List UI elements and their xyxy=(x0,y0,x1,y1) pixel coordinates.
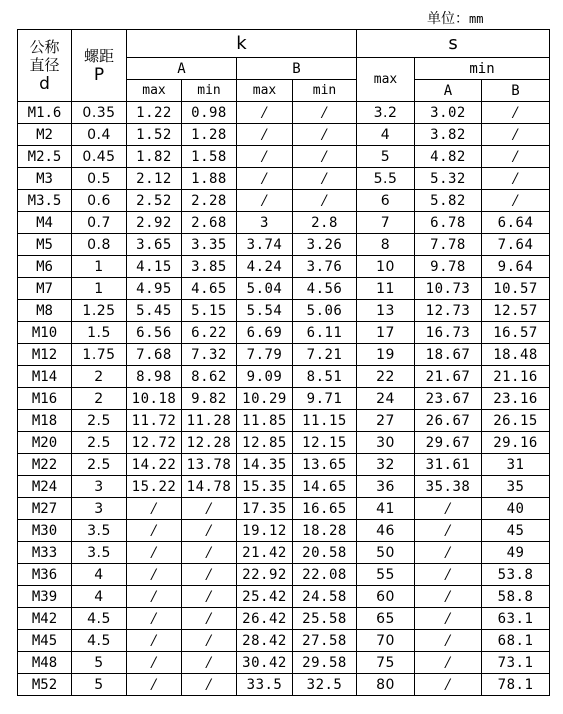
cell-nominal-diameter: M30 xyxy=(18,520,72,542)
cell-nominal-diameter: M22 xyxy=(18,454,72,476)
table-row xyxy=(18,454,550,476)
cell-s-min-b: 7.64 xyxy=(482,234,550,256)
cell-k-a-min: 1.28 xyxy=(182,124,237,146)
cell-k-b-max: / xyxy=(237,102,293,124)
table-row xyxy=(18,542,550,564)
cell-k-b-max: 17.35 xyxy=(237,498,293,520)
table-row xyxy=(18,630,550,652)
cell-pitch: 5 xyxy=(72,652,127,674)
table-row xyxy=(18,498,550,520)
cell-s-max: 55 xyxy=(357,564,415,586)
cell-s-min-b: / xyxy=(482,190,550,212)
cell-pitch: 4.5 xyxy=(72,630,127,652)
cell-pitch: 4 xyxy=(72,586,127,608)
table-row xyxy=(18,278,550,300)
cell-nominal-diameter: M20 xyxy=(18,432,72,454)
cell-k-b-max: 3 xyxy=(237,212,293,234)
cell-s-min-b: 18.48 xyxy=(482,344,550,366)
cell-k-b-max: 4.24 xyxy=(237,256,293,278)
table-row xyxy=(18,344,550,366)
cell-s-min-a: 5.82 xyxy=(415,190,482,212)
cell-s-max: 27 xyxy=(357,410,415,432)
cell-s-min-b: / xyxy=(482,168,550,190)
cell-k-a-max: 2.52 xyxy=(127,190,182,212)
cell-k-a-min: 4.65 xyxy=(182,278,237,300)
cell-nominal-diameter: M2.5 xyxy=(18,146,72,168)
cell-k-a-min: / xyxy=(182,520,237,542)
cell-pitch: 1 xyxy=(72,278,127,300)
cell-s-min-b: / xyxy=(482,124,550,146)
cell-pitch: 2.5 xyxy=(72,454,127,476)
cell-pitch: 0.45 xyxy=(72,146,127,168)
cell-k-a-min: 3.85 xyxy=(182,256,237,278)
cell-k-a-min: 11.28 xyxy=(182,410,237,432)
cell-k-b-max: 11.85 xyxy=(237,410,293,432)
cell-k-a-min: 13.78 xyxy=(182,454,237,476)
cell-s-min-b: 45 xyxy=(482,520,550,542)
cell-nominal-diameter: M1.6 xyxy=(18,102,72,124)
cell-k-a-max: 1.22 xyxy=(127,102,182,124)
cell-s-min-b: 73.1 xyxy=(482,652,550,674)
table-row xyxy=(18,234,550,256)
cell-s-min-a: 16.73 xyxy=(415,322,482,344)
cell-pitch: 1.25 xyxy=(72,300,127,322)
cell-nominal-diameter: M3.5 xyxy=(18,190,72,212)
header-k: k xyxy=(127,30,357,58)
cell-k-b-min: 3.26 xyxy=(293,234,357,256)
cell-s-min-b: 9.64 xyxy=(482,256,550,278)
cell-s-max: 3.2 xyxy=(357,102,415,124)
cell-k-b-max: 33.5 xyxy=(237,674,293,696)
table-row xyxy=(18,432,550,454)
cell-k-b-max: / xyxy=(237,124,293,146)
cell-s-min-b: 35 xyxy=(482,476,550,498)
cell-k-a-max: / xyxy=(127,542,182,564)
header-k-grade-b: B xyxy=(237,58,357,80)
cell-k-b-min: 13.65 xyxy=(293,454,357,476)
unit-label xyxy=(427,8,483,28)
header-nominal-diameter xyxy=(18,30,72,102)
cell-s-min-a: / xyxy=(415,674,482,696)
cell-s-max: 41 xyxy=(357,498,415,520)
cell-k-a-max: / xyxy=(127,586,182,608)
cell-pitch: 5 xyxy=(72,674,127,696)
cell-k-b-min: 12.15 xyxy=(293,432,357,454)
cell-k-a-min: / xyxy=(182,608,237,630)
cell-nominal-diameter: M2 xyxy=(18,124,72,146)
table-row xyxy=(18,212,550,234)
cell-pitch: 2.5 xyxy=(72,410,127,432)
cell-s-max: 10 xyxy=(357,256,415,278)
cell-k-b-min: 14.65 xyxy=(293,476,357,498)
cell-k-a-min: / xyxy=(182,564,237,586)
cell-k-a-max: 4.15 xyxy=(127,256,182,278)
cell-nominal-diameter: M8 xyxy=(18,300,72,322)
cell-s-min-b: 58.8 xyxy=(482,586,550,608)
cell-s-min-a: / xyxy=(415,630,482,652)
cell-k-b-max: 14.35 xyxy=(237,454,293,476)
cell-k-a-max: 5.45 xyxy=(127,300,182,322)
cell-s-max: 5.5 xyxy=(357,168,415,190)
cell-s-max: 19 xyxy=(357,344,415,366)
cell-k-a-max: 2.12 xyxy=(127,168,182,190)
cell-s-min-a: / xyxy=(415,520,482,542)
cell-pitch: 4.5 xyxy=(72,608,127,630)
table-body xyxy=(18,102,550,696)
cell-k-b-max: 21.42 xyxy=(237,542,293,564)
cell-s-min-b: 53.8 xyxy=(482,564,550,586)
header-nominal-symbol: d xyxy=(39,73,50,94)
cell-k-a-max: / xyxy=(127,498,182,520)
cell-k-a-min: 6.22 xyxy=(182,322,237,344)
cell-s-min-b: 40 xyxy=(482,498,550,520)
cell-k-b-min: 29.58 xyxy=(293,652,357,674)
cell-s-min-b: 63.1 xyxy=(482,608,550,630)
table-row xyxy=(18,586,550,608)
cell-k-a-max: 1.52 xyxy=(127,124,182,146)
cell-nominal-diameter: M42 xyxy=(18,608,72,630)
cell-s-min-a: 5.32 xyxy=(415,168,482,190)
cell-k-b-max: / xyxy=(237,190,293,212)
cell-k-b-min: / xyxy=(293,102,357,124)
cell-k-b-max: 3.74 xyxy=(237,234,293,256)
cell-k-a-max: 3.65 xyxy=(127,234,182,256)
cell-s-max: 32 xyxy=(357,454,415,476)
cell-k-b-max: 19.12 xyxy=(237,520,293,542)
cell-k-a-max: / xyxy=(127,652,182,674)
table-row xyxy=(18,256,550,278)
cell-k-b-max: 9.09 xyxy=(237,366,293,388)
cell-nominal-diameter: M4 xyxy=(18,212,72,234)
cell-s-min-a: 26.67 xyxy=(415,410,482,432)
cell-s-min-b: 23.16 xyxy=(482,388,550,410)
cell-s-max: 75 xyxy=(357,652,415,674)
cell-s-min-b: 16.57 xyxy=(482,322,550,344)
cell-s-min-a: 29.67 xyxy=(415,432,482,454)
header-k-b-min: min xyxy=(293,80,357,102)
cell-k-b-max: / xyxy=(237,146,293,168)
cell-pitch: 0.5 xyxy=(72,168,127,190)
header-k-b-max: max xyxy=(237,80,293,102)
cell-s-min-a: / xyxy=(415,652,482,674)
cell-k-b-max: 12.85 xyxy=(237,432,293,454)
cell-s-min-b: 10.57 xyxy=(482,278,550,300)
cell-s-min-a: 18.67 xyxy=(415,344,482,366)
cell-nominal-diameter: M18 xyxy=(18,410,72,432)
cell-s-min-a: 12.73 xyxy=(415,300,482,322)
table-row xyxy=(18,168,550,190)
cell-nominal-diameter: M3 xyxy=(18,168,72,190)
cell-k-a-min: 0.98 xyxy=(182,102,237,124)
cell-nominal-diameter: M39 xyxy=(18,586,72,608)
cell-s-min-b: 21.16 xyxy=(482,366,550,388)
cell-s-max: 22 xyxy=(357,366,415,388)
cell-s-min-b: 29.16 xyxy=(482,432,550,454)
header-s: s xyxy=(357,30,550,58)
cell-k-b-max: 6.69 xyxy=(237,322,293,344)
cell-k-a-max: / xyxy=(127,564,182,586)
cell-k-a-max: / xyxy=(127,630,182,652)
cell-s-min-a: / xyxy=(415,608,482,630)
cell-k-b-min: 22.08 xyxy=(293,564,357,586)
cell-k-a-min: / xyxy=(182,652,237,674)
cell-k-a-min: 12.28 xyxy=(182,432,237,454)
cell-k-b-min: 25.58 xyxy=(293,608,357,630)
cell-s-min-a: 7.78 xyxy=(415,234,482,256)
cell-k-b-min: / xyxy=(293,124,357,146)
cell-k-a-min: 1.58 xyxy=(182,146,237,168)
header-k-a-min: min xyxy=(182,80,237,102)
cell-s-min-b: 6.64 xyxy=(482,212,550,234)
cell-k-b-max: 28.42 xyxy=(237,630,293,652)
cell-k-a-min: 8.62 xyxy=(182,366,237,388)
cell-nominal-diameter: M36 xyxy=(18,564,72,586)
cell-k-a-min: 3.35 xyxy=(182,234,237,256)
cell-k-a-max: 2.92 xyxy=(127,212,182,234)
table-row xyxy=(18,652,550,674)
cell-k-b-min: / xyxy=(293,168,357,190)
cell-s-max: 30 xyxy=(357,432,415,454)
cell-pitch: 0.6 xyxy=(72,190,127,212)
cell-s-max: 7 xyxy=(357,212,415,234)
cell-nominal-diameter: M10 xyxy=(18,322,72,344)
cell-k-b-max: 22.92 xyxy=(237,564,293,586)
cell-k-a-max: 14.22 xyxy=(127,454,182,476)
table-row xyxy=(18,190,550,212)
table-row xyxy=(18,564,550,586)
dimension-table xyxy=(17,29,550,696)
table-row xyxy=(18,124,550,146)
cell-s-min-a: / xyxy=(415,564,482,586)
cell-s-min-a: 23.67 xyxy=(415,388,482,410)
table-row xyxy=(18,102,550,124)
cell-s-min-a: 31.61 xyxy=(415,454,482,476)
cell-k-a-min: 9.82 xyxy=(182,388,237,410)
cell-nominal-diameter: M33 xyxy=(18,542,72,564)
cell-s-max: 70 xyxy=(357,630,415,652)
cell-pitch: 3 xyxy=(72,476,127,498)
table-row xyxy=(18,476,550,498)
cell-s-max: 46 xyxy=(357,520,415,542)
cell-k-b-max: 5.54 xyxy=(237,300,293,322)
cell-k-b-min: 16.65 xyxy=(293,498,357,520)
unit-label-text: 单位： xyxy=(427,11,469,27)
cell-k-a-min: 5.15 xyxy=(182,300,237,322)
cell-s-min-a: 21.67 xyxy=(415,366,482,388)
cell-k-b-min: 9.71 xyxy=(293,388,357,410)
header-nominal-line1: 公称 xyxy=(29,37,60,56)
header-s-min: min xyxy=(415,58,550,80)
cell-s-min-b: 31 xyxy=(482,454,550,476)
cell-nominal-diameter: M12 xyxy=(18,344,72,366)
cell-pitch: 0.7 xyxy=(72,212,127,234)
cell-pitch: 1 xyxy=(72,256,127,278)
cell-nominal-diameter: M16 xyxy=(18,388,72,410)
cell-s-max: 36 xyxy=(357,476,415,498)
cell-k-a-min: / xyxy=(182,630,237,652)
cell-nominal-diameter: M6 xyxy=(18,256,72,278)
cell-s-min-a: 4.82 xyxy=(415,146,482,168)
cell-nominal-diameter: M7 xyxy=(18,278,72,300)
cell-k-b-min: 24.58 xyxy=(293,586,357,608)
cell-k-a-min: 7.32 xyxy=(182,344,237,366)
cell-nominal-diameter: M48 xyxy=(18,652,72,674)
cell-k-a-min: 2.68 xyxy=(182,212,237,234)
table-row xyxy=(18,322,550,344)
table-row xyxy=(18,410,550,432)
cell-s-min-a: 10.73 xyxy=(415,278,482,300)
cell-nominal-diameter: M52 xyxy=(18,674,72,696)
header-s-min-a: A xyxy=(415,80,482,102)
header-k-a-max: max xyxy=(127,80,182,102)
cell-k-a-max: 11.72 xyxy=(127,410,182,432)
cell-s-max: 80 xyxy=(357,674,415,696)
cell-k-a-max: / xyxy=(127,520,182,542)
cell-s-min-a: 6.78 xyxy=(415,212,482,234)
cell-pitch: 2.5 xyxy=(72,432,127,454)
table-row xyxy=(18,520,550,542)
cell-k-a-max: 10.18 xyxy=(127,388,182,410)
cell-k-b-min: 11.15 xyxy=(293,410,357,432)
cell-k-b-min: 4.56 xyxy=(293,278,357,300)
cell-k-b-max: 26.42 xyxy=(237,608,293,630)
header-pitch-symbol: P xyxy=(93,64,105,85)
cell-pitch: 3 xyxy=(72,498,127,520)
cell-k-a-max: 4.95 xyxy=(127,278,182,300)
cell-k-b-max: 10.29 xyxy=(237,388,293,410)
cell-s-min-b: 68.1 xyxy=(482,630,550,652)
cell-s-max: 4 xyxy=(357,124,415,146)
table-row xyxy=(18,674,550,696)
cell-s-min-a: / xyxy=(415,542,482,564)
cell-k-a-max: / xyxy=(127,608,182,630)
table-row xyxy=(18,388,550,410)
cell-s-min-a: 9.78 xyxy=(415,256,482,278)
cell-s-max: 13 xyxy=(357,300,415,322)
cell-k-b-max: / xyxy=(237,168,293,190)
cell-pitch: 0.4 xyxy=(72,124,127,146)
table-row xyxy=(18,608,550,630)
table-row xyxy=(18,146,550,168)
cell-nominal-diameter: M27 xyxy=(18,498,72,520)
cell-s-min-a: / xyxy=(415,586,482,608)
cell-s-max: 65 xyxy=(357,608,415,630)
cell-k-b-min: 6.11 xyxy=(293,322,357,344)
cell-pitch: 4 xyxy=(72,564,127,586)
cell-s-max: 60 xyxy=(357,586,415,608)
cell-s-max: 6 xyxy=(357,190,415,212)
cell-pitch: 3.5 xyxy=(72,520,127,542)
cell-s-max: 50 xyxy=(357,542,415,564)
cell-s-min-b: 26.15 xyxy=(482,410,550,432)
cell-k-b-min: / xyxy=(293,190,357,212)
cell-s-min-a: / xyxy=(415,498,482,520)
cell-s-min-b: / xyxy=(482,146,550,168)
cell-k-a-min: 14.78 xyxy=(182,476,237,498)
cell-k-b-min: 7.21 xyxy=(293,344,357,366)
cell-k-a-max: 8.98 xyxy=(127,366,182,388)
cell-k-a-max: 12.72 xyxy=(127,432,182,454)
cell-pitch: 1.5 xyxy=(72,322,127,344)
cell-k-a-min: / xyxy=(182,674,237,696)
cell-k-b-min: 20.58 xyxy=(293,542,357,564)
header-pitch-line1: 螺距 xyxy=(83,46,114,65)
table-row xyxy=(18,366,550,388)
cell-pitch: 3.5 xyxy=(72,542,127,564)
cell-s-max: 24 xyxy=(357,388,415,410)
cell-s-max: 17 xyxy=(357,322,415,344)
cell-k-b-min: 5.06 xyxy=(293,300,357,322)
cell-k-a-min: 2.28 xyxy=(182,190,237,212)
cell-s-min-b: 49 xyxy=(482,542,550,564)
cell-s-max: 5 xyxy=(357,146,415,168)
cell-k-b-max: 7.79 xyxy=(237,344,293,366)
cell-k-b-max: 5.04 xyxy=(237,278,293,300)
cell-pitch: 2 xyxy=(72,388,127,410)
cell-pitch: 1.75 xyxy=(72,344,127,366)
cell-k-a-min: 1.88 xyxy=(182,168,237,190)
cell-k-b-min: / xyxy=(293,146,357,168)
cell-s-max: 11 xyxy=(357,278,415,300)
cell-s-max: 8 xyxy=(357,234,415,256)
cell-k-a-max: 15.22 xyxy=(127,476,182,498)
cell-k-a-min: / xyxy=(182,498,237,520)
cell-k-a-min: / xyxy=(182,586,237,608)
cell-k-b-min: 18.28 xyxy=(293,520,357,542)
unit-value: mm xyxy=(469,12,484,26)
cell-k-b-min: 2.8 xyxy=(293,212,357,234)
cell-k-b-min: 8.51 xyxy=(293,366,357,388)
cell-k-b-min: 32.5 xyxy=(293,674,357,696)
cell-k-a-max: 7.68 xyxy=(127,344,182,366)
header-s-min-b: B xyxy=(482,80,550,102)
cell-pitch: 0.35 xyxy=(72,102,127,124)
cell-k-b-max: 30.42 xyxy=(237,652,293,674)
cell-s-min-a: 35.38 xyxy=(415,476,482,498)
cell-k-a-max: 6.56 xyxy=(127,322,182,344)
header-s-max: max xyxy=(357,58,415,102)
cell-s-min-b: / xyxy=(482,102,550,124)
cell-s-min-a: 3.02 xyxy=(415,102,482,124)
cell-k-a-max: 1.82 xyxy=(127,146,182,168)
cell-k-a-max: / xyxy=(127,674,182,696)
cell-k-b-min: 3.76 xyxy=(293,256,357,278)
header-nominal-line2: 直径 xyxy=(29,55,60,74)
table-row xyxy=(18,300,550,322)
cell-k-a-min: / xyxy=(182,542,237,564)
cell-pitch: 0.8 xyxy=(72,234,127,256)
cell-k-b-max: 15.35 xyxy=(237,476,293,498)
cell-nominal-diameter: M5 xyxy=(18,234,72,256)
cell-nominal-diameter: M14 xyxy=(18,366,72,388)
cell-k-b-max: 25.42 xyxy=(237,586,293,608)
cell-pitch: 2 xyxy=(72,366,127,388)
cell-nominal-diameter: M45 xyxy=(18,630,72,652)
header-pitch xyxy=(72,30,127,102)
header-k-grade-a: A xyxy=(127,58,237,80)
cell-s-min-b: 12.57 xyxy=(482,300,550,322)
cell-nominal-diameter: M24 xyxy=(18,476,72,498)
cell-s-min-a: 3.82 xyxy=(415,124,482,146)
cell-s-min-b: 78.1 xyxy=(482,674,550,696)
table-header xyxy=(18,30,550,102)
cell-k-b-min: 27.58 xyxy=(293,630,357,652)
